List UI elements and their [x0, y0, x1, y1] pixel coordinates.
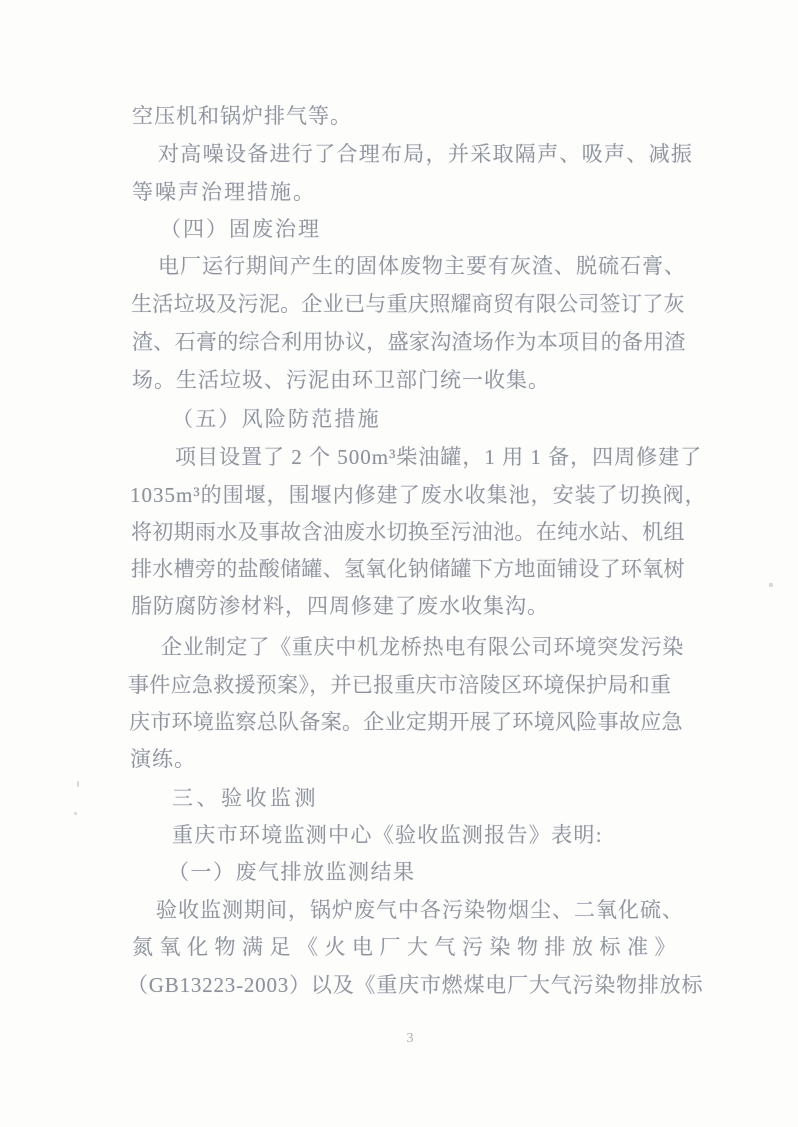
text-line: 空压机和锅炉排气等。: [132, 104, 352, 128]
text-line: 验收监测期间，锅炉废气中各污染物烟尘、二氧化硫、: [156, 898, 684, 922]
text-line: 对高噪设备进行了合理布局，并采取隔声、吸声、减振: [158, 142, 694, 166]
text-line: （五）风险防范措施: [172, 407, 381, 431]
text-line: 三、验收监测: [172, 786, 319, 810]
page-number: 3: [406, 1031, 414, 1046]
text-line: 等噪声治理措施。: [132, 180, 316, 204]
scan-speck: [769, 583, 773, 587]
scan-speck: [77, 781, 79, 787]
scan-speck: [74, 812, 77, 815]
text-line: 电厂运行期间产生的固体废物主要有灰渣、脱硫石膏、: [158, 254, 686, 278]
text-line: 事件应急救援预案》，并已报重庆市涪陵区环境保护局和重: [128, 673, 672, 697]
text-line: 庆市环境监察总队备案。企业定期开展了环境风险事故应急: [129, 710, 683, 734]
text-line: 企业制定了《重庆中机龙桥热电有限公司环境突发污染: [161, 635, 685, 659]
text-line: （一）废气排放监测结果: [168, 860, 416, 884]
text-line: 重庆市环境监测中心《验收监测报告》表明:: [172, 823, 603, 847]
text-line: 渣、石膏的综合利用协议，盛家沟渣场作为本项目的备用渣: [132, 330, 686, 354]
text-line: 项目设置了 2 个 500m³柴油罐，1 用 1 备，四周修建了: [175, 445, 703, 469]
text-line: 演练。: [130, 747, 196, 771]
text-line: （GB13223-2003）以及《重庆市燃煤电厂大气污染物排放标: [127, 973, 704, 997]
text-line: 脂防腐防渗材料，四周修建了废水收集沟。: [131, 594, 549, 618]
text-line: 生活垃圾及污泥。企业已与重庆照耀商贸有限公司签订了灰: [131, 292, 685, 316]
text-line: （四）固废治理: [160, 217, 321, 241]
text-line: 1035m³的围堰，围堰内修建了废水收集池，安装了切换阀，: [130, 483, 707, 507]
text-line: 场。生活垃圾、污泥由环卫部门统一收集。: [132, 368, 550, 392]
text-line: 排水槽旁的盐酸储罐、氢氧化钠储罐下方地面铺设了环氧树: [131, 557, 685, 581]
text-line: 氮氧化物满足《火电厂大气污染物排放标准》: [132, 935, 682, 959]
text-line: 将初期雨水及事故含油废水切换至污油池。在纯水站、机组: [131, 520, 685, 544]
